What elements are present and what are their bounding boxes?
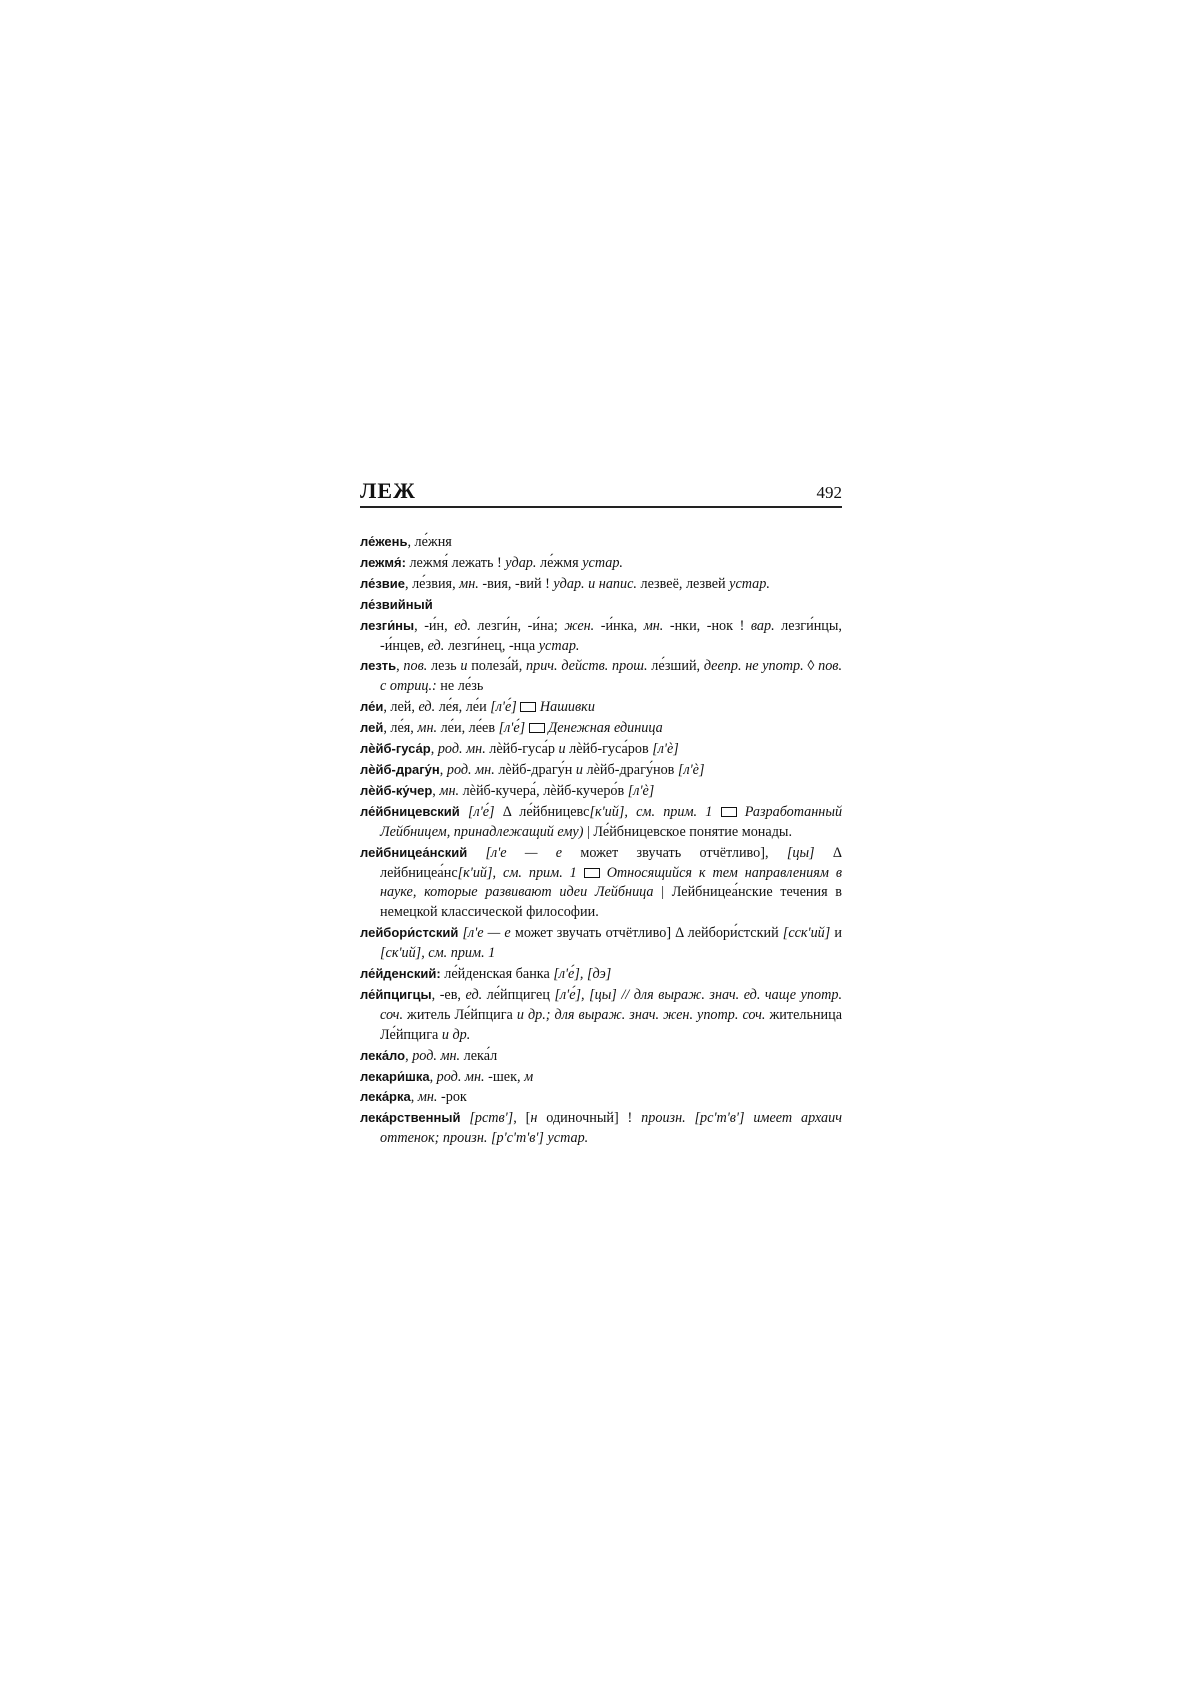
entry-text: , xyxy=(410,1089,418,1106)
entry-text: , лей, xyxy=(383,699,419,716)
entry-label-italic: ед. xyxy=(454,617,471,634)
entry-label-italic: удар. xyxy=(505,554,537,571)
entry-text: жительница Ле́йпцига xyxy=(380,1006,842,1043)
entry-headword: лѐйб-драгу́н xyxy=(360,761,440,777)
entry-text xyxy=(460,804,468,820)
entry-headword: ле́звие xyxy=(360,575,405,591)
entry-label-italic: мн. xyxy=(417,720,438,737)
entry-label-italic: род. мн. xyxy=(436,1068,485,1085)
entry-text: одиночный] ! xyxy=(537,1110,642,1127)
entry-headword: лека́ло xyxy=(360,1047,406,1063)
entry-headword: ле́звийный xyxy=(360,596,433,612)
entry-label-italic: мн. xyxy=(439,782,460,799)
entry-headword: лейбницеа́нский xyxy=(360,844,468,860)
entry-text: -вия, -вий ! xyxy=(478,575,554,592)
dictionary-entry xyxy=(360,1087,842,1108)
dictionary-entry xyxy=(360,843,842,924)
dictionary-entry xyxy=(360,656,842,697)
entry-label-italic: [л'е — е xyxy=(462,925,511,942)
entry-text: лѐйб-драгу́нов xyxy=(583,761,678,778)
entry-text: лезвеё, лезвей xyxy=(636,575,730,592)
entry-label-italic: и xyxy=(558,741,566,758)
entry-label-italic: род. мн. xyxy=(437,741,486,758)
dictionary-entry xyxy=(360,532,842,553)
entry-text: ле́я, ле́и xyxy=(435,699,491,716)
entry-headword: лѐйб-ку́чер xyxy=(360,782,433,798)
entry-text: , xyxy=(432,782,440,799)
dictionary-entry xyxy=(360,739,842,760)
entry-label-italic: и xyxy=(460,658,468,675)
entry-label-italic: вар. xyxy=(750,617,775,634)
entry-text: | Лейбницеа́нские течения в немецкой классической философии. xyxy=(380,884,842,921)
entry-text: -шек, xyxy=(484,1068,525,1085)
entry-label-italic: жен. xyxy=(564,617,595,634)
entry-text: ле́йпцигец xyxy=(482,986,555,1003)
entry-text: ле́йденская банка xyxy=(440,966,554,983)
dictionary-entry xyxy=(360,574,842,595)
entry-label-italic: род. мн. xyxy=(446,761,495,778)
entry-text xyxy=(737,804,745,820)
entry-label-italic: ед. xyxy=(465,986,483,1003)
entry-label-italic: устар. xyxy=(729,575,770,592)
dictionary-entry xyxy=(360,553,842,574)
running-head: ЛЕЖ xyxy=(360,478,416,503)
definition-box-icon xyxy=(529,723,545,733)
entry-headword: лека́рка xyxy=(360,1089,411,1105)
entry-headword: ле́йпцигцы xyxy=(360,986,432,1002)
entry-text: , ле́звия, xyxy=(405,575,460,592)
entry-text xyxy=(600,865,607,881)
dictionary-entry xyxy=(360,718,842,739)
entry-text: , xyxy=(439,761,447,778)
entry-label-italic: прич. действ. прош. xyxy=(526,658,648,675)
entry-text: , ле́я, xyxy=(383,720,418,737)
entry-text: может звучать отчётливо] Δ лейбори́стский xyxy=(510,925,783,942)
entry-label-italic: удар. и напис. xyxy=(553,575,637,592)
entry-label-italic: [л'е — е xyxy=(485,844,563,861)
entry-text: Δ лейбницеа́нс xyxy=(380,844,843,881)
entry-text xyxy=(460,1110,469,1126)
entry-text: и xyxy=(830,925,843,942)
entry-headword: лезть xyxy=(360,658,397,674)
entry-text: , xyxy=(396,658,404,675)
entry-label-italic: Денежная единица xyxy=(548,720,663,737)
entry-text: лежмя́ лежать ! xyxy=(405,554,506,571)
entry-text: лезги́н, -и́на; xyxy=(470,617,565,634)
entry-headword: лека́рственный xyxy=(360,1110,461,1126)
dictionary-entries xyxy=(360,532,842,1149)
dictionary-entry xyxy=(360,1067,842,1088)
entry-label-italic: [сск'ий] xyxy=(782,925,831,942)
dictionary-entry xyxy=(360,964,842,985)
entry-label-italic: ед. xyxy=(418,699,436,716)
dictionary-entry xyxy=(360,802,842,843)
entry-text: лека́л xyxy=(460,1047,498,1064)
entry-label-italic: произн. [рс'т'в'] имеет архаич оттенок; произн. [р'с'т'в'] устар. xyxy=(380,1110,842,1147)
entry-text: полеза́й, xyxy=(467,658,526,675)
entry-label-italic: [рств'] xyxy=(469,1110,514,1127)
entry-label-italic: и xyxy=(575,761,583,778)
entry-headword: лекари́шка xyxy=(360,1068,430,1084)
entry-text: может звучать отчётливо], xyxy=(562,844,787,861)
entry-label-italic: пов. xyxy=(403,658,428,675)
entry-label-italic: м xyxy=(524,1068,534,1085)
entry-headword: лей xyxy=(360,720,384,736)
entry-label-italic: [цы] xyxy=(786,844,815,861)
entry-label-italic: и др.; для выраж. знач. жен. употр. соч. xyxy=(516,1006,766,1023)
definition-box-icon xyxy=(520,702,536,712)
entry-text: лѐйб-драгу́н xyxy=(494,761,576,778)
dictionary-entry xyxy=(360,1108,842,1149)
entry-text: лезги́нцы, -и́нцев, xyxy=(380,617,842,654)
entry-text: -и́нка, xyxy=(594,617,644,634)
entry-headword: лежмя́: xyxy=(360,554,406,570)
entry-text: лѐйб-гуса́ров xyxy=(565,741,653,758)
definition-box-icon xyxy=(584,868,600,878)
entry-label-italic: [л'ѐ] xyxy=(677,761,705,778)
entry-text: ле́зший, xyxy=(647,658,704,675)
entry-label-italic: устар. xyxy=(582,554,623,571)
entry-text: -рок xyxy=(437,1089,467,1106)
entry-headword: лейбори́стский xyxy=(360,925,459,941)
entry-headword: ле́жень xyxy=(360,534,408,549)
entry-headword: лезги́ны xyxy=(360,617,415,633)
entry-label-italic: н xyxy=(530,1110,538,1127)
entry-text: лѐйб-гуса́р xyxy=(485,741,559,758)
dictionary-entry xyxy=(360,781,842,802)
dictionary-entry xyxy=(360,923,842,964)
entry-text: ле́и, ле́ев xyxy=(437,720,499,737)
dictionary-entry xyxy=(360,760,842,781)
entry-text: , -ев, xyxy=(431,986,466,1003)
entry-text: лѐйб-кучера́, лѐйб-кучеро́в xyxy=(459,782,628,799)
entry-headword: ле́йденский: xyxy=(360,966,441,982)
entry-text: ◊ xyxy=(803,658,819,675)
entry-text: | Ле́йбницевское понятие монады. xyxy=(583,823,792,840)
entry-label-italic: устар. xyxy=(538,637,580,654)
entry-label-italic: [ск'ий], см. прим. 1 xyxy=(380,945,496,962)
entry-label-italic: [к'ий], см. прим. 1 xyxy=(457,864,577,881)
entry-headword: ле́и xyxy=(360,699,384,715)
entry-label-italic: Относящийся к тем направлениям в науке, которые развивают идеи Лейбница xyxy=(380,864,842,901)
entry-text: не ле́зь xyxy=(436,678,484,695)
entry-label-italic: ед. xyxy=(427,637,445,654)
entry-text: ле́жмя xyxy=(536,554,583,571)
entry-text: , xyxy=(405,1047,413,1064)
entry-label-italic: [л'е́], [дэ] xyxy=(553,966,612,983)
entry-label-italic: деепр. не употр. xyxy=(703,658,804,675)
entry-label-italic: [л'ѐ] xyxy=(652,741,679,758)
entry-headword: ле́йбницевский xyxy=(360,803,460,819)
entry-text: житель Ле́йпцига xyxy=(403,1006,517,1023)
definition-box-icon xyxy=(721,807,737,817)
entry-label-italic: род. мн. xyxy=(412,1047,461,1064)
entry-text: , [ xyxy=(513,1110,531,1127)
entry-text: Δ ле́йбницевс xyxy=(494,803,590,820)
entry-label-italic: [к'ий], см. прим. 1 xyxy=(589,803,713,820)
dictionary-entry xyxy=(360,1046,842,1067)
entry-text xyxy=(467,845,485,861)
page-header xyxy=(360,476,842,508)
entry-text xyxy=(577,865,584,881)
page-number: 492 xyxy=(816,483,842,502)
entry-headword: лѐйб-гуса́р xyxy=(360,741,431,757)
entry-label-italic: Разработанный Лейбницем, принадлежащий ему) xyxy=(380,803,843,840)
entry-text: лезги́нец, -нца xyxy=(444,637,539,654)
entry-label-italic: и др. xyxy=(441,1026,471,1043)
entry-label-italic: [л'е́] xyxy=(498,720,526,737)
entry-text: , -и́н, xyxy=(414,617,455,634)
entry-text: , xyxy=(429,1068,437,1085)
entry-label-italic: мн. xyxy=(643,617,664,634)
dictionary-entry xyxy=(360,697,842,718)
entry-text xyxy=(712,804,720,820)
entry-text: , ле́жня xyxy=(407,534,452,550)
entry-label-italic: [л'е́] xyxy=(468,803,495,820)
entry-label-italic: [л'е́], [цы] // для выраж. знач. ед. чаще употр. соч. xyxy=(380,986,842,1023)
entry-text: лезь xyxy=(427,658,461,675)
entry-text: -нки, -нок ! xyxy=(663,617,751,634)
entry-label-italic: мн. xyxy=(417,1089,438,1106)
entry-label-italic: [л'ѐ] xyxy=(627,782,655,799)
dictionary-entry xyxy=(360,595,842,616)
dictionary-entry xyxy=(360,616,842,657)
entry-label-italic: пов. с отриц.: xyxy=(380,658,842,695)
entry-label-italic: Нашивки xyxy=(539,699,595,716)
entry-text: , xyxy=(430,741,438,758)
dictionary-entry xyxy=(360,985,842,1046)
entry-label-italic: мн. xyxy=(459,575,479,592)
entry-label-italic: [л'е́] xyxy=(490,699,517,716)
